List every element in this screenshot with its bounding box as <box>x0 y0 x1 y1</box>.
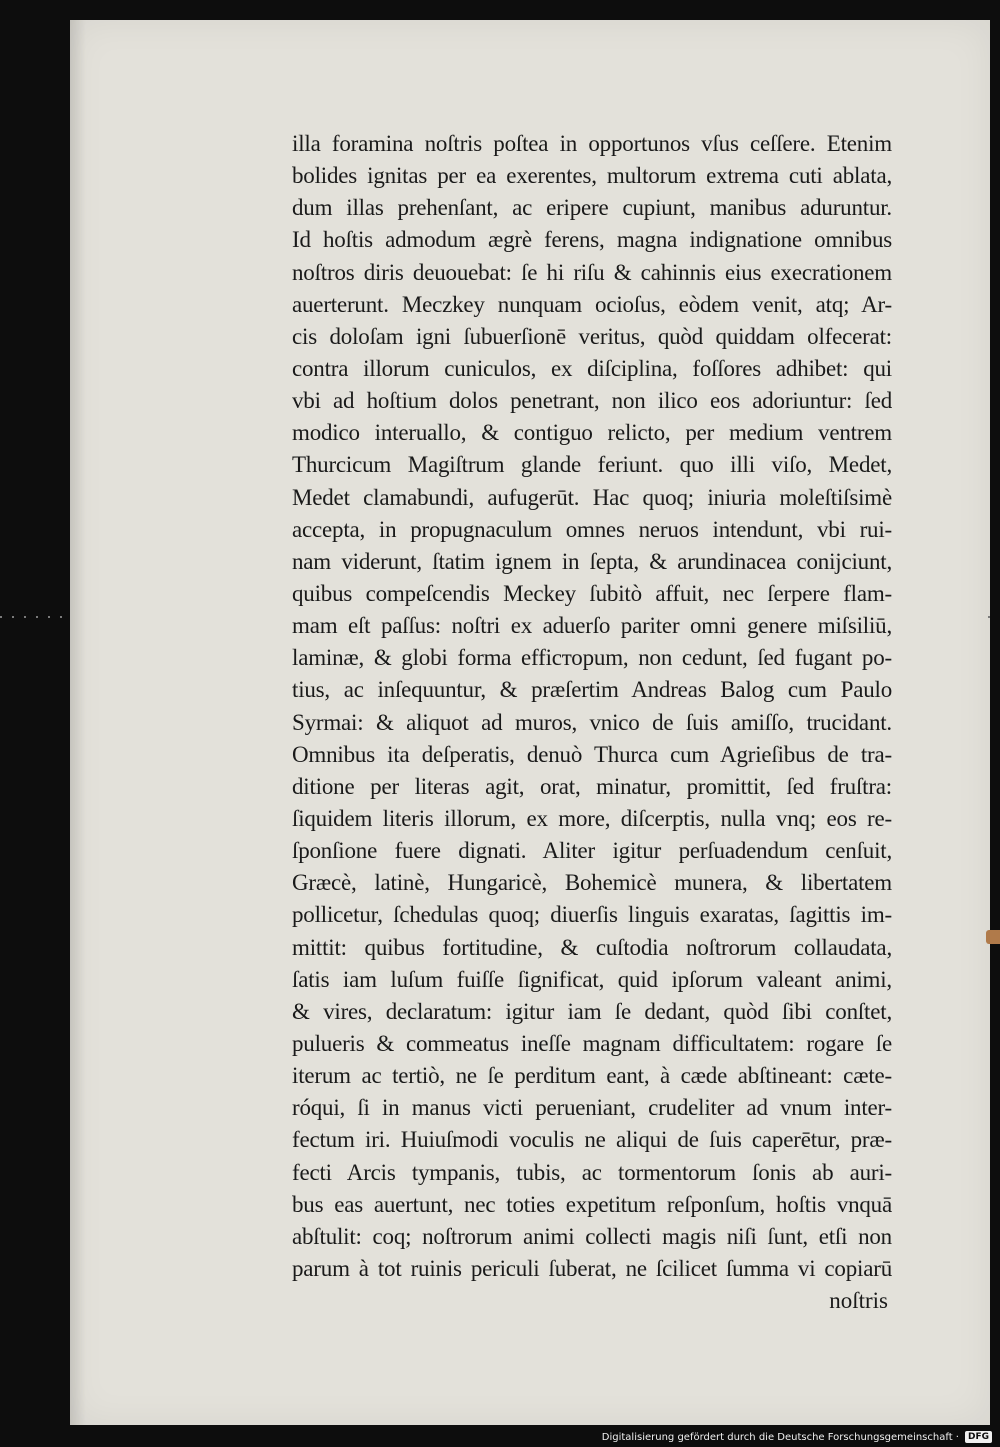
text-line: Medet clamabundi, aufugerūt. Hac quoq; iniuria moleſtiſsimè <box>292 484 892 510</box>
page-tab-marker <box>986 930 1000 944</box>
text-line: noſtros diris deuouebat: ſe hi riſu & cahinnis eius execrationem <box>292 259 892 285</box>
text-line: ſponſione fuere dignati. Aliter igitur perſuadendum cenſuit, <box>292 838 892 864</box>
text-line: parum à tot ruinis periculi ſuberat, ne ſcilicet ſumma vi copiarū <box>292 1255 892 1281</box>
page-gutter-shadow <box>70 20 86 1425</box>
text-line: illa foramina noſtris poſtea in opportunos vſus ceſſere. Etenim <box>292 131 892 156</box>
text-line: Omnibus ita deſperatis, denuò Thurca cum Agrieſibus de tra- <box>292 741 892 767</box>
text-line: ſatis iam luſum fuiſſe ſignificat, quid ipſorum valeant animi, <box>292 966 892 992</box>
text-line: róqui, ſi in manus victi perueniant, crudeliter ad vnum inter- <box>292 1095 892 1121</box>
text-line: iterum ac tertiò, ne ſe perditum eant, à cæde abſtineant: cæte- <box>292 1063 892 1089</box>
text-line: quibus compeſcendis Meckey ſubitò affuit, nec ſerpere flam- <box>292 580 892 606</box>
text-line: Syrmai: & aliquot ad muros, vnico de ſuis amiſſo, trucidant. <box>292 709 892 735</box>
text-line: pollicetur, ſchedulas quoq; diuerſis linguis exaratas, ſagittis im- <box>292 902 892 928</box>
footer-credit <box>602 1431 992 1443</box>
text-line: ſiquidem literis illorum, ex more, diſcerptis, nulla vnq; eos re- <box>292 805 892 831</box>
text-line: accepta, in propugnaculum omnes neruos intendunt, vbi rui- <box>292 516 892 542</box>
text-line: mam eſt paſſus: noſtri ex aduerſo pariter omni genere miſsiliū, <box>292 613 892 639</box>
text-line: laminæ, & globi forma efficторum, non cedunt, ſed fugant po- <box>292 645 892 671</box>
left-edge-marks <box>0 616 70 618</box>
text-line: pulueris & commeatus ineſſe magnam difficultatem: rogare ſe <box>292 1030 892 1056</box>
text-line: cis doloſam igni ſubuerſionē veritus, quòd quiddam olfecerat: <box>292 323 892 349</box>
text-line: Græcè, latinè, Hungaricè, Bohemicè munera, & libertatem <box>292 870 892 896</box>
text-line: mittit: quibus fortitudine, & cuſtodia noſtrorum collaudata, <box>292 934 892 960</box>
text-line: Thurcicum Magiſtrum glande feriunt. quo illi viſo, Medet, <box>292 452 892 478</box>
text-line: dum illas prehenſant, ac eripere cupiunt, manibus aduruntur. <box>292 195 892 221</box>
footer-text: Digitalisierung gefördert durch die Deutsche Forschungsgemeinschaft · <box>601 1431 959 1443</box>
text-line: vbi ad hoſtium dolos penetrant, non ilico eos adoriuntur: ſed <box>292 388 892 414</box>
text-line: Id hoſtis admodum ægrè ferens, magna indignatione omnibus <box>292 227 892 253</box>
text-line: modico interuallo, & contiguo relicto, per medium ventrem <box>292 420 892 446</box>
text-line: bus eas auertunt, nec toties expetitum reſponſum, hoſtis vnquā <box>292 1191 892 1217</box>
text-line: auerterunt. Meczkey nunquam ocioſus, eòdem venit, atq; Ar- <box>292 291 892 317</box>
text-line: contra illorum cuniculos, ex diſciplina, foſſores adhibet: qui <box>292 355 892 381</box>
right-edge-marks <box>988 616 1000 618</box>
text-line: fectum iri. Huiuſmodi voculis ne aliqui de ſuis caperētur, præ- <box>292 1127 892 1153</box>
text-line: tius, ac inſequuntur, & præſertim Andreas Balog cum Paulo <box>292 677 892 703</box>
text-line: fecti Arcis tympanis, tubis, ac tormentorum ſonis ab auri- <box>292 1159 892 1185</box>
dfg-logo-icon: DFG <box>965 1431 992 1443</box>
text-line: ditione per literas agit, orat, minatur, promittit, ſed fruſtra: <box>292 773 892 799</box>
body-text <box>292 128 892 1317</box>
text-line: & vires, declaratum: igitur iam ſe dedant, quòd ſibi conſtet, <box>292 998 892 1024</box>
catchword: noſtris <box>829 1288 888 1314</box>
text-line: nam viderunt, ſtatim ignem in ſepta, & arundinacea conijciunt, <box>292 548 892 574</box>
text-line: abſtulit: coq; noſtrorum animi collecti magis niſi ſunt, etſi non <box>292 1223 892 1249</box>
text-line: bolides ignitas per ea exerentes, multorum extrema cuti ablata, <box>292 163 892 189</box>
